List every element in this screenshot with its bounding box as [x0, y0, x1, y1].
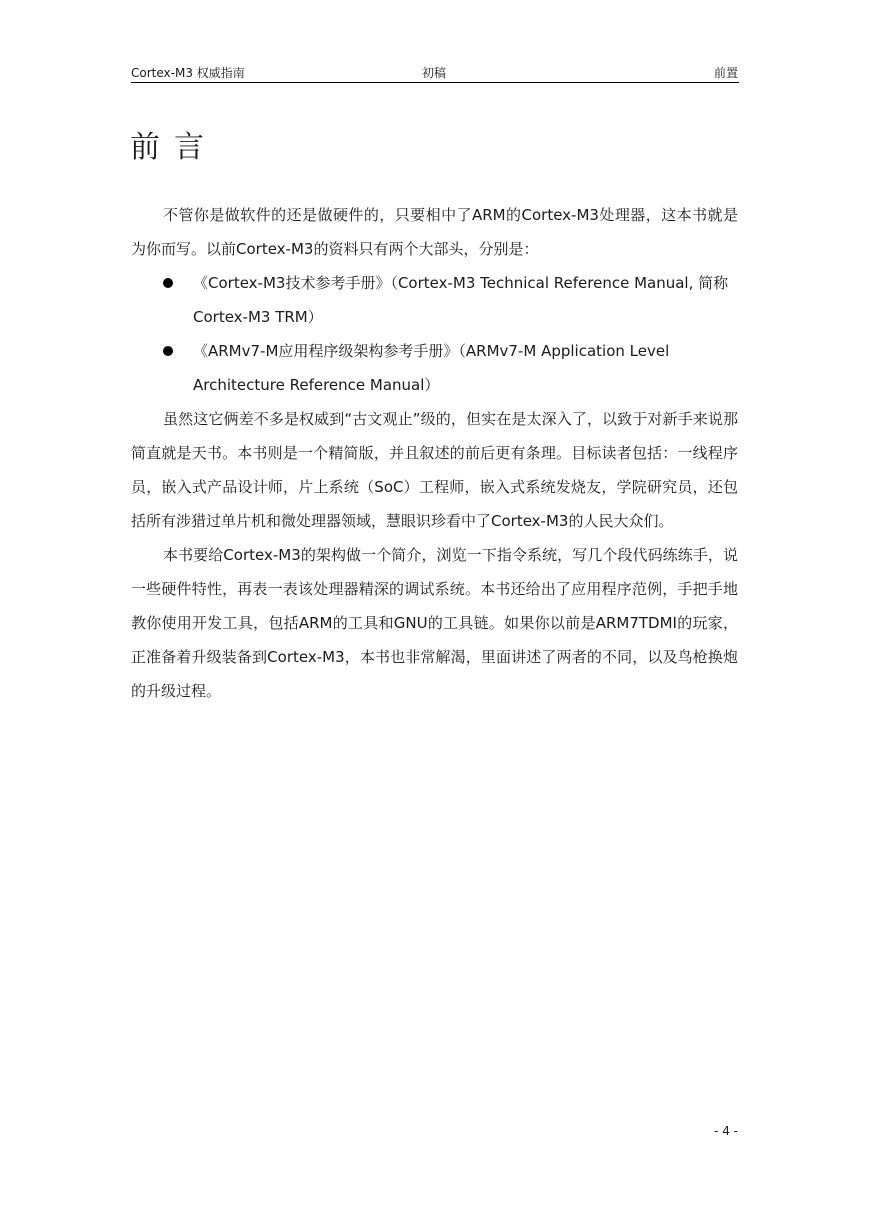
audience-paragraph: 虽然这它俩差不多是权威到“古文观止”级的，但实在是太深入了，以致于对新手来说那简直就是天书。本书则是一个精简版，并且叙述的前后更有条理。目标读者包括：一线程序员，嵌入式产品设计师，片上系统（SoC）工程师，嵌入式系统发烧友，学院研究员，还包括所有涉猎过单片机和微处理器领域，慧眼识珍看中了Cortex-M3的人民大众们。 [131, 410, 738, 530]
intro-paragraph: 不管你是做软件的还是做硬件的，只要相中了ARM的Cortex-M3处理器，这本书就是为你而写。以前Cortex-M3的资料只有两个大部头，分别是： [131, 206, 738, 258]
list-item [131, 266, 738, 334]
bullet-icon [163, 346, 173, 356]
bullet-icon [163, 278, 173, 288]
header-draft-label: 初稿 [422, 66, 447, 80]
page-title: 前言 [130, 130, 218, 165]
list-item-text: 《Cortex-M3技术参考手册》（Cortex-M3 Technical Reference Manual, 简称Cortex-M3 TRM） [193, 274, 729, 326]
header-section-label: 前置 [713, 66, 738, 80]
reference-list [131, 266, 738, 402]
body-text [131, 198, 738, 708]
list-item-text: 《ARMv7-M应用程序级架构参考手册》（ARMv7-M Application Level Architecture Reference Manual） [193, 342, 670, 394]
list-item [131, 334, 738, 402]
page-header [131, 60, 739, 83]
header-book-title: Cortex-M3 权威指南 [131, 66, 245, 80]
scope-paragraph: 本书要给Cortex-M3的架构做一个简介，浏览一下指令系统，写几个段代码练练手，说一些硬件特性，再表一表该处理器精深的调试系统。本书还给出了应用程序范例，手把手地教你使用开发工具，包括ARM的工具和GNU的工具链。如果你以前是ARM7TDMI的玩家，正准备着升级装备到Cortex-M3，本书也非常解渴，里面讲述了两者的不同，以及鸟枪换炮的升级过程。 [131, 546, 738, 700]
page-number: - 4 - [714, 1124, 738, 1138]
